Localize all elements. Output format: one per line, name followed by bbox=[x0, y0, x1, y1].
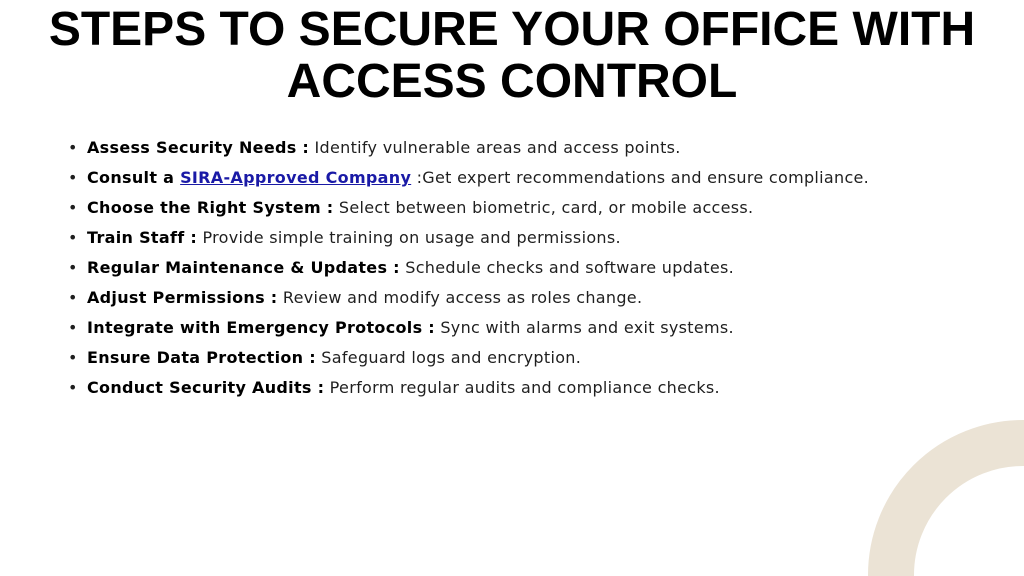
page-title bbox=[0, 4, 1024, 108]
bullet: • bbox=[68, 258, 78, 277]
step-label: Train Staff : bbox=[87, 228, 198, 247]
step-description: :Get expert recommendations and ensure compliance. bbox=[411, 168, 870, 187]
decorative-ring-shape bbox=[891, 443, 1024, 576]
bullet: • bbox=[68, 138, 78, 157]
step-description: Provide simple training on usage and permissions. bbox=[197, 228, 621, 247]
title-line-2: ACCESS CONTROL bbox=[286, 55, 738, 108]
step-label: Conduct Security Audits : bbox=[87, 378, 325, 397]
step-description: Review and modify access as roles change. bbox=[277, 288, 643, 307]
step-label: Consult a bbox=[87, 168, 181, 187]
list-item-audits bbox=[68, 373, 869, 403]
bullet: • bbox=[68, 288, 78, 307]
bullet: • bbox=[68, 228, 78, 247]
list-item-consult bbox=[68, 163, 869, 193]
list-item-maintenance bbox=[68, 253, 869, 283]
step-description: Schedule checks and software updates. bbox=[399, 258, 735, 277]
bullet: • bbox=[68, 168, 78, 187]
list-item-assess bbox=[68, 133, 869, 163]
bullet: • bbox=[68, 348, 78, 367]
list-item-choose-system bbox=[68, 193, 869, 223]
list-item-permissions bbox=[68, 283, 869, 313]
step-description: Perform regular audits and compliance checks. bbox=[324, 378, 720, 397]
step-label: Choose the Right System : bbox=[87, 198, 334, 217]
step-description: Sync with alarms and exit systems. bbox=[434, 318, 734, 337]
list-item-data-protection bbox=[68, 343, 869, 373]
list-item-emergency bbox=[68, 313, 869, 343]
step-label: Assess Security Needs : bbox=[87, 138, 310, 157]
steps-list bbox=[68, 133, 869, 403]
sira-approved-company-link[interactable]: SIRA-Approved Company bbox=[180, 168, 412, 187]
step-description: Identify vulnerable areas and access points. bbox=[309, 138, 681, 157]
step-description: Safeguard logs and encryption. bbox=[315, 348, 582, 367]
step-label: Regular Maintenance & Updates : bbox=[87, 258, 400, 277]
step-label: Adjust Permissions : bbox=[87, 288, 278, 307]
step-label: Integrate with Emergency Protocols : bbox=[87, 318, 435, 337]
bullet: • bbox=[68, 318, 78, 337]
decorative-ring-icon bbox=[868, 420, 1024, 576]
bullet: • bbox=[68, 198, 78, 217]
list-item-train-staff bbox=[68, 223, 869, 253]
step-label: Ensure Data Protection : bbox=[87, 348, 316, 367]
bullet: • bbox=[68, 378, 78, 397]
title-line-1: STEPS TO SECURE YOUR OFFICE WITH bbox=[48, 3, 976, 56]
step-description: Select between biometric, card, or mobile access. bbox=[333, 198, 754, 217]
